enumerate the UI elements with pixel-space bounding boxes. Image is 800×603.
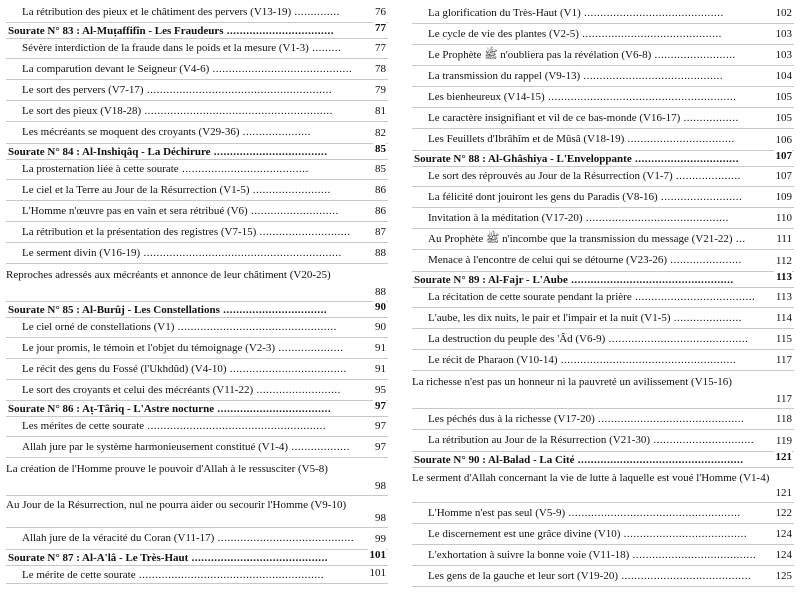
toc-entry[interactable] bbox=[412, 108, 794, 129]
entry-title bbox=[412, 333, 794, 346]
entry-text: La rétribution des pieux et le châtiment des pervers (V13-19) bbox=[22, 6, 292, 18]
toc-entry[interactable] bbox=[6, 417, 388, 437]
entry-text: L'aube, les dix nuits, le pair et l'impair et la nuit (V1-5) bbox=[428, 312, 671, 324]
dot-leaders: .......................................... bbox=[214, 532, 355, 544]
page-number: 122 bbox=[775, 507, 792, 519]
dot-leaders: .................................................. bbox=[567, 274, 734, 286]
toc-entry[interactable] bbox=[6, 437, 388, 458]
entry-text: Le sort des réprouvés au Jour de la Résurrection (V1-7) bbox=[428, 170, 673, 182]
dot-leaders: .................................... bbox=[226, 363, 347, 375]
entry-text: Au Prophète ﷺ n'incombe que la transmission du message (V21-22) bbox=[428, 233, 733, 245]
entry-text: L'Homme n'œuvre pas en vain et sera rétribué (V6) bbox=[22, 205, 248, 217]
toc-entry[interactable] bbox=[412, 430, 794, 452]
dot-leaders: ......................................................... bbox=[143, 84, 333, 96]
dot-leaders: ............................ bbox=[256, 226, 351, 238]
entry-title bbox=[6, 42, 388, 55]
page-number: 117 bbox=[775, 354, 792, 366]
dot-leaders: ................. bbox=[680, 112, 739, 124]
toc-section-heading[interactable] bbox=[6, 144, 388, 160]
dot-leaders: .................. bbox=[288, 441, 350, 453]
entry-text: La rétribution au Jour de la Résurrection (V21-30) bbox=[428, 434, 651, 446]
entry-title bbox=[412, 49, 794, 62]
toc-entry[interactable] bbox=[412, 371, 794, 409]
section-title bbox=[414, 274, 794, 287]
dot-leaders: ..................................... bbox=[631, 291, 756, 303]
section-title bbox=[8, 146, 388, 159]
entry-title bbox=[412, 528, 794, 541]
dot-leaders: ............................................................. bbox=[140, 247, 342, 259]
toc-entry[interactable] bbox=[412, 129, 794, 151]
entry-title bbox=[412, 133, 794, 146]
dot-leaders: ........................................... bbox=[578, 28, 722, 40]
page-number: 101 bbox=[369, 549, 386, 561]
page-number: 101 bbox=[369, 567, 386, 579]
entry-text: Le serment d'Allah concernant la vie de lutte à laquelle est voué l'Homme (V1-4) bbox=[412, 472, 770, 484]
entry-title bbox=[6, 321, 388, 334]
dot-leaders: .......................................................... bbox=[544, 91, 737, 103]
dot-leaders: ........................................... bbox=[605, 333, 749, 345]
page-number: 88 bbox=[375, 247, 386, 259]
entry-text: Le sort des croyants et celui des mécréants (V11-22) bbox=[22, 384, 254, 396]
page-number: 91 bbox=[375, 342, 386, 354]
dot-leaders: ......................... bbox=[651, 49, 736, 61]
page-number: 79 bbox=[375, 84, 386, 96]
toc-entry[interactable] bbox=[412, 545, 794, 566]
section-title bbox=[8, 25, 388, 38]
entry-text: Le sort des pervers (V7-17) bbox=[22, 84, 144, 96]
toc-entry[interactable] bbox=[6, 318, 388, 338]
page-number: 110 bbox=[775, 212, 792, 224]
entry-text: La prosternation liée à cette sourate bbox=[22, 163, 179, 175]
entry-title bbox=[412, 7, 794, 20]
toc-entry[interactable] bbox=[6, 101, 388, 122]
page-number: 102 bbox=[775, 7, 792, 19]
entry-text: Le cycle de vie des plantes (V2-5) bbox=[428, 28, 579, 40]
entry-title bbox=[6, 63, 388, 76]
entry-text: Sourate N° 85 : Al-Burûj - Les Constellations bbox=[8, 304, 220, 316]
entry-text: Sourate N° 86 : Aṭ-Târiq - L'Astre nocturne bbox=[8, 403, 215, 415]
page-number: 76 bbox=[375, 6, 386, 18]
toc-section-heading[interactable] bbox=[6, 550, 388, 566]
toc-entry[interactable] bbox=[412, 167, 794, 187]
dot-leaders: ..................................................... bbox=[565, 507, 741, 519]
dot-leaders: .......................................................... bbox=[141, 105, 333, 117]
toc-entry[interactable] bbox=[412, 308, 794, 329]
entry-text: La comparution devant le Seigneur (V4-6) bbox=[22, 63, 210, 75]
page-number: 121 bbox=[775, 451, 792, 463]
entry-title bbox=[412, 91, 794, 104]
entry-title bbox=[6, 384, 388, 397]
dot-leaders: ................................... bbox=[210, 146, 328, 158]
dot-leaders: .......................... bbox=[253, 384, 341, 396]
entry-text: Le récit des gens du Fossé (l'Ukhdûd) (V4-10) bbox=[22, 363, 227, 375]
toc-entry[interactable] bbox=[6, 264, 388, 302]
toc-entry[interactable] bbox=[412, 329, 794, 350]
toc-entry[interactable] bbox=[412, 566, 794, 587]
toc-entry[interactable] bbox=[412, 229, 794, 250]
toc-entry[interactable] bbox=[412, 503, 794, 524]
dot-leaders: ......................................................... bbox=[135, 569, 325, 581]
entry-text: Le récit de Pharaon (V10-14) bbox=[428, 354, 558, 366]
page-number: 103 bbox=[775, 28, 792, 40]
entry-title bbox=[6, 363, 388, 376]
page-number: 112 bbox=[775, 255, 792, 267]
entry-text: Sévère interdiction de la fraude dans le poids et la mesure (V1-3) bbox=[22, 42, 309, 54]
entry-text: Le sort des pieux (V18-28) bbox=[22, 105, 142, 117]
toc-entry[interactable] bbox=[6, 180, 388, 201]
page-number: 124 bbox=[775, 528, 792, 540]
entry-text: L'exhortation à suivre la bonne voie (V11-18) bbox=[428, 549, 630, 561]
page-number: 105 bbox=[775, 112, 792, 124]
section-title bbox=[8, 304, 388, 317]
entry-title bbox=[6, 569, 388, 582]
toc-entry[interactable] bbox=[6, 496, 388, 528]
entry-text: Sourate N° 89 : Al-Fajr - L'Aube bbox=[414, 274, 568, 286]
toc-left-column bbox=[6, 0, 388, 584]
page-number: 104 bbox=[775, 70, 792, 82]
toc-entry[interactable] bbox=[412, 468, 794, 503]
toc-entry[interactable] bbox=[6, 0, 388, 23]
entry-text: Les bienheureux (V14-15) bbox=[428, 91, 545, 103]
dot-leaders: .......................................... bbox=[188, 552, 329, 564]
dot-leaders: ........................................... bbox=[580, 70, 724, 82]
entry-title bbox=[412, 413, 794, 426]
page-number: 115 bbox=[775, 333, 792, 345]
page-number: 97 bbox=[375, 400, 386, 412]
entry-text: Les gens de la gauche et leur sort (V19-20) bbox=[428, 570, 618, 582]
page-number: 88 bbox=[375, 286, 386, 298]
toc-entry[interactable] bbox=[6, 243, 388, 264]
entry-title bbox=[412, 233, 794, 246]
page-number: 81 bbox=[375, 105, 386, 117]
dot-leaders: ............................................. bbox=[594, 413, 745, 425]
page-number: 82 bbox=[375, 127, 386, 139]
page-number: 95 bbox=[375, 384, 386, 396]
entry-title bbox=[6, 84, 388, 97]
entry-text: Le caractère insignifiant et vil de ce bas-monde (V16-17) bbox=[428, 112, 681, 124]
dot-leaders: ........................... bbox=[247, 205, 339, 217]
dot-leaders: ................................................. bbox=[174, 321, 337, 333]
dot-leaders: ................................. bbox=[624, 133, 735, 145]
toc-entry[interactable] bbox=[6, 528, 388, 550]
entry-text: La glorification du Très-Haut (V1) bbox=[428, 7, 581, 19]
dot-leaders: ...................................................... bbox=[557, 354, 737, 366]
page-number: 98 bbox=[375, 480, 386, 492]
entry-text: La destruction du peuple des 'Âd (V6-9) bbox=[428, 333, 606, 345]
entry-title bbox=[412, 70, 794, 83]
page-number: 124 bbox=[775, 549, 792, 561]
entry-text: Le Prophète ﷺ n'oubliera pas la révélation (V6-8) bbox=[428, 49, 652, 61]
entry-title bbox=[6, 269, 388, 282]
entry-title bbox=[6, 441, 388, 454]
page-number: 103 bbox=[775, 49, 792, 61]
dot-leaders: ..................... bbox=[670, 312, 743, 324]
entry-text: Sourate N° 88 : Al-Ghâshiya - L'Enveloppante bbox=[414, 153, 632, 165]
dot-leaders: ... bbox=[732, 233, 746, 245]
entry-title bbox=[412, 354, 794, 367]
dot-leaders: ................................ bbox=[631, 153, 739, 165]
page-number: 86 bbox=[375, 184, 386, 196]
toc-entry[interactable] bbox=[6, 380, 388, 401]
toc-section-heading[interactable] bbox=[6, 302, 388, 318]
entry-text: Reproches adressés aux mécréants et annonce de leur châtiment (V20-25) bbox=[6, 269, 331, 281]
toc-entry[interactable] bbox=[6, 201, 388, 222]
entry-text: Sourate N° 87 : Al-A'lâ - Le Très-Haut bbox=[8, 552, 189, 564]
dot-leaders: ...................................... bbox=[629, 549, 757, 561]
toc-entry[interactable] bbox=[6, 80, 388, 101]
toc-entry[interactable] bbox=[6, 39, 388, 59]
entry-text: Les mécréants se moquent des croyants (V29-36) bbox=[22, 126, 240, 138]
toc-entry[interactable] bbox=[6, 566, 388, 584]
page-number: 85 bbox=[375, 143, 386, 155]
dot-leaders: ................................... bbox=[214, 403, 332, 415]
toc-entry[interactable] bbox=[412, 45, 794, 66]
toc-entry[interactable] bbox=[412, 66, 794, 87]
entry-title bbox=[6, 532, 388, 545]
page-number: 90 bbox=[375, 301, 386, 313]
dot-leaders: ...................................... bbox=[620, 528, 748, 540]
entry-text: Les mérites de cette sourate bbox=[22, 420, 145, 432]
section-title bbox=[8, 403, 388, 416]
entry-title bbox=[412, 212, 794, 225]
toc-entry[interactable] bbox=[412, 187, 794, 208]
page-number: 125 bbox=[775, 570, 792, 582]
page-number: 77 bbox=[375, 22, 386, 34]
entry-title bbox=[6, 105, 388, 118]
entry-text: Sourate N° 83 : Al-Muṭaffifîn - Les Fraudeurs bbox=[8, 25, 224, 37]
dot-leaders: .................... bbox=[275, 342, 344, 354]
entry-title bbox=[6, 342, 388, 355]
entry-title bbox=[412, 312, 794, 325]
toc-section-heading[interactable] bbox=[412, 272, 794, 288]
entry-text: Sourate N° 84 : Al-Inshiqâq - La Déchirure bbox=[8, 146, 211, 158]
dot-leaders: ........................................... bbox=[580, 7, 724, 19]
dot-leaders: ........................................... bbox=[209, 63, 353, 75]
entry-text: Le jour promis, le témoin et l'objet du témoignage (V2-3) bbox=[22, 342, 276, 354]
toc-entry[interactable] bbox=[412, 350, 794, 371]
entry-text: La création de l'Homme prouve le pouvoir d'Allah à le ressusciter (V5-8) bbox=[6, 463, 328, 475]
entry-title bbox=[412, 170, 794, 183]
entry-title bbox=[6, 163, 388, 176]
page-number: 98 bbox=[375, 512, 386, 524]
entry-title bbox=[412, 549, 794, 562]
toc-entry[interactable] bbox=[6, 59, 388, 80]
entry-title bbox=[6, 205, 388, 218]
page-number: 114 bbox=[775, 312, 792, 324]
toc-entry[interactable] bbox=[6, 458, 388, 496]
section-title bbox=[414, 454, 794, 467]
dot-leaders: ....................................... bbox=[178, 163, 309, 175]
page-number: 91 bbox=[375, 363, 386, 375]
entry-text: La rétribution et la présentation des registres (V7-15) bbox=[22, 226, 257, 238]
page-number: 113 bbox=[776, 271, 792, 283]
page-number: 86 bbox=[375, 205, 386, 217]
dot-leaders: ................................................... bbox=[574, 454, 744, 466]
dot-leaders: ................................. bbox=[223, 25, 335, 37]
toc-entry[interactable] bbox=[6, 160, 388, 180]
page-number: 118 bbox=[775, 413, 792, 425]
dot-leaders: ..................... bbox=[239, 126, 311, 138]
entry-title bbox=[412, 191, 794, 204]
entry-text: Allah jure de la véracité du Coran (V11-17) bbox=[22, 532, 215, 544]
entry-title bbox=[6, 184, 388, 197]
entry-title bbox=[412, 112, 794, 125]
page-number: 117 bbox=[775, 393, 792, 405]
entry-text: La félicité dont jouiront les gens du Paradis (V8-16) bbox=[428, 191, 658, 203]
entry-text: Les Feuillets d'Ibrâhîm et de Mûsâ (V18-19) bbox=[428, 133, 625, 145]
entry-text: Sourate N° 90 : Al-Balad - La Cité bbox=[414, 454, 575, 466]
entry-title bbox=[412, 472, 794, 485]
entry-title bbox=[412, 291, 794, 304]
toc-entry[interactable] bbox=[412, 0, 794, 24]
page-number: 97 bbox=[375, 441, 386, 453]
entry-text: Menace à l'encontre de celui qui se détourne (V23-26) bbox=[428, 254, 667, 266]
page-number: 119 bbox=[775, 435, 792, 447]
dot-leaders: .............. bbox=[291, 6, 340, 18]
entry-text: Le mérite de cette sourate bbox=[22, 569, 136, 581]
entry-title bbox=[412, 376, 794, 389]
toc-entry[interactable] bbox=[412, 288, 794, 308]
toc-entry[interactable] bbox=[412, 87, 794, 108]
toc-entry[interactable] bbox=[412, 24, 794, 45]
section-title bbox=[8, 552, 388, 565]
dot-leaders: ............................................ bbox=[582, 212, 729, 224]
page-number: 109 bbox=[775, 191, 792, 203]
entry-title bbox=[6, 247, 388, 260]
toc-entry[interactable] bbox=[412, 250, 794, 272]
entry-title bbox=[6, 420, 388, 433]
entry-text: Le ciel et la Terre au Jour de la Résurrection (V1-5) bbox=[22, 184, 250, 196]
dot-leaders: ................................ bbox=[219, 304, 328, 316]
entry-text: Au Jour de la Résurrection, nul ne pourra aider ou secourir l'Homme (V9-10) bbox=[6, 499, 347, 511]
dot-leaders: ......................... bbox=[657, 191, 743, 203]
entry-text: Le discernement est une grâce divine (V10) bbox=[428, 528, 621, 540]
page-number: 107 bbox=[775, 170, 792, 182]
dot-leaders: .................... bbox=[672, 170, 741, 182]
page-number: 77 bbox=[375, 42, 386, 54]
entry-title bbox=[6, 499, 388, 512]
toc-right-column bbox=[412, 0, 794, 587]
page-number: 105 bbox=[775, 91, 792, 103]
section-title bbox=[414, 153, 794, 166]
dot-leaders: ........................ bbox=[249, 184, 331, 196]
toc-entry[interactable] bbox=[6, 222, 388, 243]
entry-title bbox=[6, 226, 388, 239]
toc-section-heading[interactable] bbox=[412, 151, 794, 167]
toc-entry[interactable] bbox=[6, 359, 388, 380]
toc-entry[interactable] bbox=[6, 122, 388, 144]
toc-entry[interactable] bbox=[412, 208, 794, 229]
entry-text: Invitation à la méditation (V17-20) bbox=[428, 212, 583, 224]
page-number: 111 bbox=[776, 233, 792, 245]
page-number: 106 bbox=[775, 134, 792, 146]
entry-title bbox=[412, 570, 794, 583]
toc-entry[interactable] bbox=[6, 338, 388, 359]
page-number: 107 bbox=[775, 150, 792, 162]
entry-text: Les péchés dus à la richesse (V17-20) bbox=[428, 413, 595, 425]
toc-section-heading[interactable] bbox=[412, 452, 794, 468]
entry-title bbox=[412, 507, 794, 520]
page-number: 99 bbox=[375, 533, 386, 545]
entry-title bbox=[6, 463, 388, 476]
entry-title bbox=[412, 434, 794, 447]
page-number: 90 bbox=[375, 321, 386, 333]
entry-text: La récitation de cette sourate pendant la prière bbox=[428, 291, 632, 303]
page-number: 121 bbox=[775, 487, 792, 499]
entry-title bbox=[6, 126, 388, 139]
entry-text: Allah jure par le système harmonieusement constitué (V1-4) bbox=[22, 441, 289, 453]
entry-text: La transmission du rappel (V9-13) bbox=[428, 70, 581, 82]
toc-entry[interactable] bbox=[412, 524, 794, 545]
page-number: 97 bbox=[375, 420, 386, 432]
entry-text: Le serment divin (V16-19) bbox=[22, 247, 141, 259]
dot-leaders: ........................................ bbox=[618, 570, 752, 582]
dot-leaders: ...................... bbox=[667, 254, 742, 266]
dot-leaders: ............................... bbox=[650, 434, 755, 446]
page-number: 78 bbox=[375, 63, 386, 75]
dot-leaders: ......... bbox=[308, 42, 342, 54]
page-number: 85 bbox=[375, 163, 386, 175]
entry-text: Le ciel orné de constellations (V1) bbox=[22, 321, 175, 333]
dot-leaders: ....................................................... bbox=[144, 420, 327, 432]
toc-section-heading[interactable] bbox=[6, 401, 388, 417]
entry-title bbox=[6, 6, 388, 19]
entry-title bbox=[412, 28, 794, 41]
page-number: 87 bbox=[375, 226, 386, 238]
toc-section-heading[interactable] bbox=[6, 23, 388, 39]
entry-text: L'Homme n'est pas seul (V5-9) bbox=[428, 507, 566, 519]
page-number: 113 bbox=[775, 291, 792, 303]
toc-entry[interactable] bbox=[412, 409, 794, 430]
entry-title bbox=[412, 254, 794, 267]
entry-text: La richesse n'est pas un honneur ni la pauvreté un avilissement (V15-16) bbox=[412, 376, 732, 388]
